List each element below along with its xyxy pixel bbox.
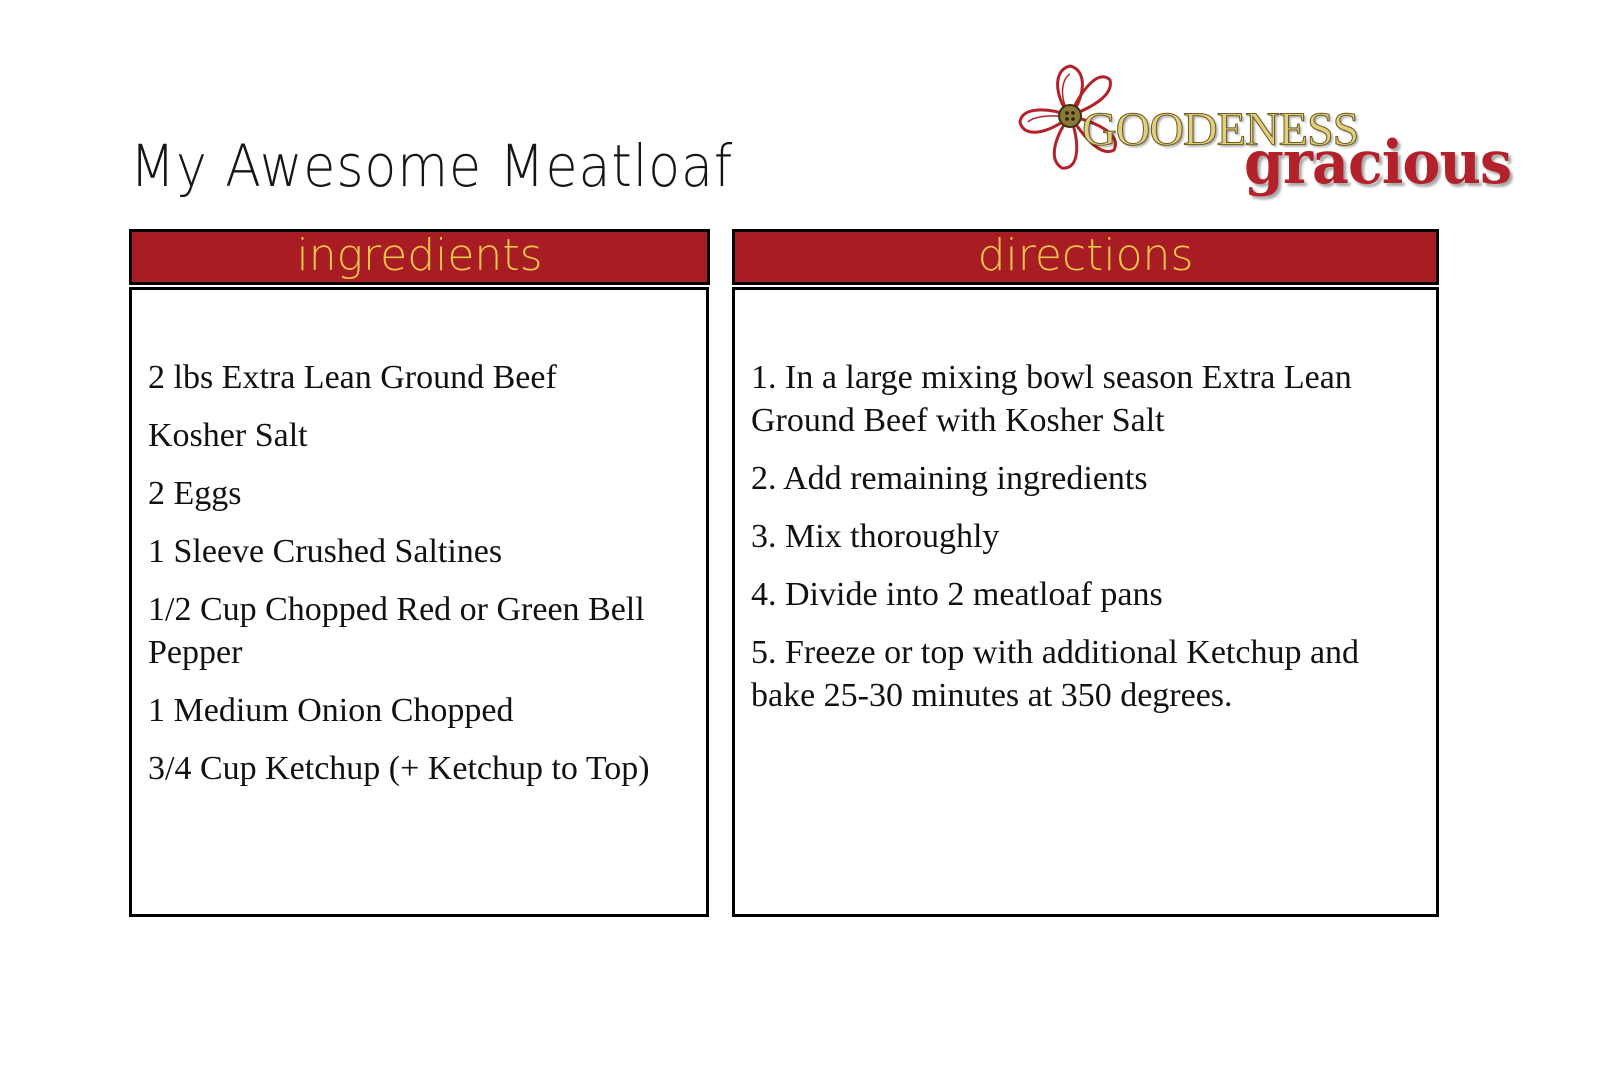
direction-step: 3. Mix thoroughly: [751, 518, 1000, 555]
direction-step: 4. Divide into 2 meatloaf pans: [751, 576, 1163, 613]
ingredient-item: 1 Medium Onion Chopped: [148, 692, 514, 729]
logo-word-goodeness: GOODENESS: [1082, 103, 1359, 156]
ingredient-item: 1/2 Cup Chopped Red or Green Bell Pepper: [148, 591, 645, 671]
direction-step: 5. Freeze or top with additional Ketchup and bake 25-30 minutes at 350 degrees.: [751, 634, 1360, 714]
directions-header: directions: [732, 229, 1439, 285]
ingredients-panel: [129, 287, 709, 917]
direction-step: 2. Add remaining ingredients: [751, 460, 1148, 497]
directions-list: [751, 356, 1424, 732]
brand-logo: [1010, 58, 1530, 218]
page-title: My Awesome Meatloaf: [130, 132, 734, 200]
ingredient-item: 3/4 Cup Ketchup (+ Ketchup to Top): [148, 750, 650, 787]
logo-word-gracious: gracious: [1244, 128, 1512, 198]
directions-panel: [732, 287, 1439, 917]
direction-step: 1. In a large mixing bowl season Extra Lean Ground Beef with Kosher Salt: [751, 359, 1352, 439]
ingredient-item: 1 Sleeve Crushed Saltines: [148, 533, 503, 570]
ingredient-item: 2 Eggs: [148, 475, 242, 512]
ingredients-list: [148, 356, 694, 805]
ingredient-item: Kosher Salt: [148, 417, 308, 454]
ingredients-header: ingredients: [129, 229, 710, 285]
ingredient-item: 2 lbs Extra Lean Ground Beef: [148, 359, 557, 396]
